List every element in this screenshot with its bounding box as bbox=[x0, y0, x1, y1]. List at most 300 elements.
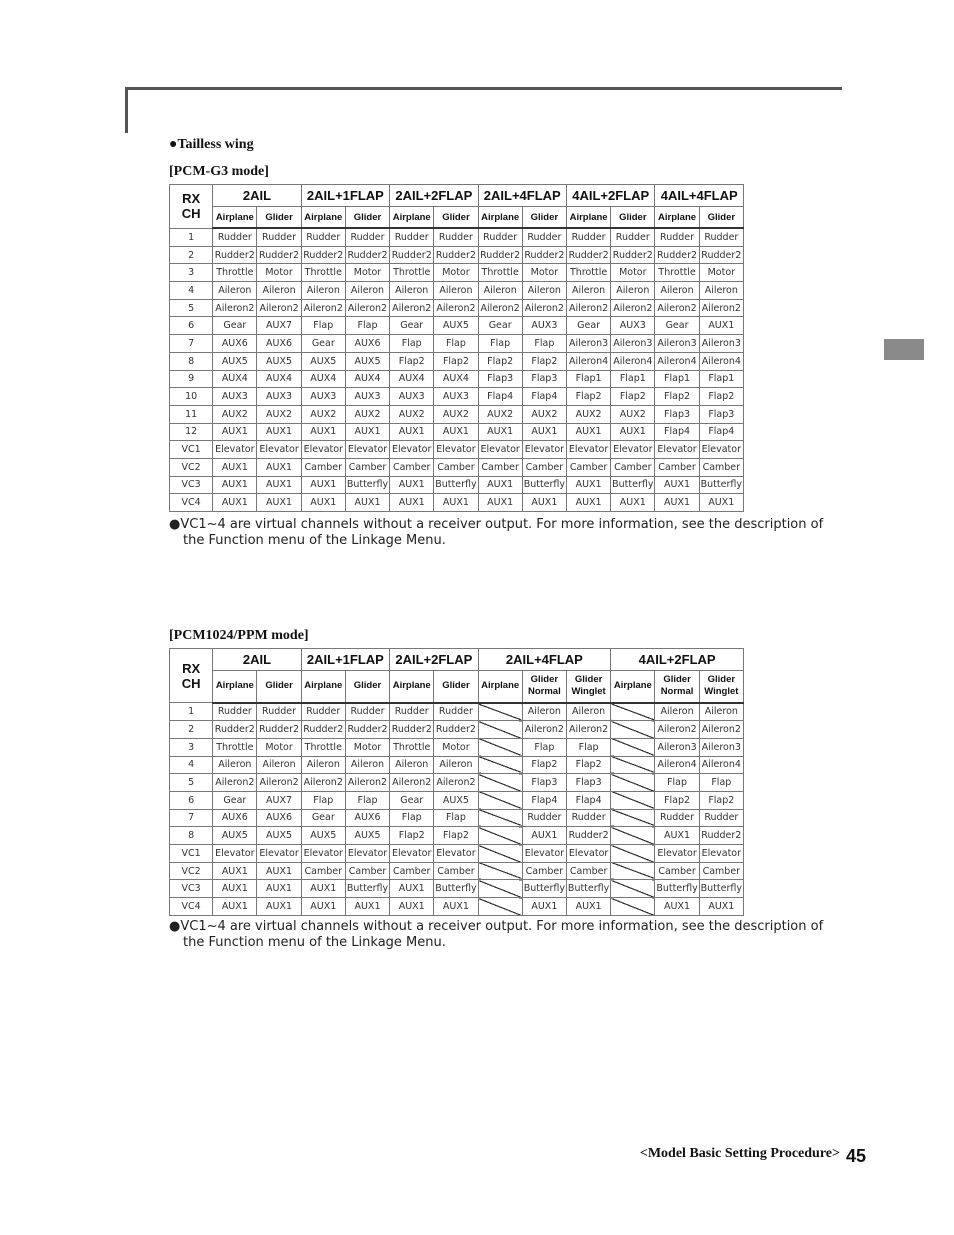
note-line: the Function menu of the Linkage Menu. bbox=[183, 533, 446, 548]
channel-assignment-cell: Flap1 bbox=[611, 370, 655, 388]
table-row bbox=[170, 246, 744, 264]
table-row bbox=[170, 405, 744, 423]
channel-assignment-cell: AUX2 bbox=[301, 405, 345, 423]
not-available-cell bbox=[611, 862, 655, 880]
channel-assignment-cell: Rudder bbox=[522, 809, 566, 827]
channel-assignment-cell: Elevator bbox=[257, 441, 301, 459]
subheader: Glider Normal bbox=[522, 671, 566, 703]
channel-assignment-cell: AUX2 bbox=[257, 405, 301, 423]
not-available-cell bbox=[611, 809, 655, 827]
channel-assignment-cell: Aileron4 bbox=[655, 352, 699, 370]
rx-ch-header: RX CH bbox=[170, 185, 213, 229]
channel-assignment-cell: Rudder2 bbox=[699, 246, 743, 264]
channel-assignment-cell: AUX1 bbox=[213, 423, 257, 441]
channel-assignment-cell: Flap4 bbox=[699, 423, 743, 441]
channel-assignment-cell: Flap bbox=[301, 791, 345, 809]
channel-assignment-cell: AUX1 bbox=[301, 494, 345, 512]
channel-assignment-cell: Motor bbox=[611, 264, 655, 282]
table-row bbox=[170, 228, 744, 246]
channel-assignment-cell: Aileron2 bbox=[566, 299, 610, 317]
channel-assignment-cell: Aileron bbox=[213, 282, 257, 300]
channel-assignment-cell: Aileron bbox=[655, 703, 699, 721]
channel-assignment-cell: Throttle bbox=[390, 264, 434, 282]
channel-assignment-cell: Flap bbox=[345, 791, 389, 809]
channel-assignment-cell: Gear bbox=[301, 809, 345, 827]
channel-assignment-cell: AUX3 bbox=[301, 388, 345, 406]
page-frame-top-rule bbox=[125, 87, 842, 90]
channel-assignment-cell: Flap3 bbox=[566, 774, 610, 792]
channel-number-cell: VC3 bbox=[170, 880, 213, 898]
channel-assignment-cell: Aileron bbox=[699, 703, 743, 721]
channel-assignment-cell: Aileron2 bbox=[390, 774, 434, 792]
channel-assignment-cell: AUX3 bbox=[611, 317, 655, 335]
channel-number-cell: VC1 bbox=[170, 441, 213, 459]
channel-assignment-cell: Elevator bbox=[257, 845, 301, 863]
channel-assignment-cell: Flap bbox=[301, 317, 345, 335]
subheader: Glider bbox=[434, 671, 478, 703]
channel-assignment-cell: Rudder bbox=[434, 703, 478, 721]
channel-assignment-cell: Rudder bbox=[699, 228, 743, 246]
channel-assignment-cell: AUX1 bbox=[390, 494, 434, 512]
channel-assignment-cell: AUX4 bbox=[213, 370, 257, 388]
channel-assignment-cell: AUX4 bbox=[390, 370, 434, 388]
channel-assignment-cell: Elevator bbox=[522, 441, 566, 459]
channel-assignment-cell: Aileron2 bbox=[655, 299, 699, 317]
channel-assignment-cell: Gear bbox=[213, 791, 257, 809]
channel-assignment-cell: AUX3 bbox=[257, 388, 301, 406]
channel-assignment-cell: AUX2 bbox=[345, 405, 389, 423]
channel-assignment-cell: Camber bbox=[611, 458, 655, 476]
channel-assignment-cell: AUX1 bbox=[566, 494, 610, 512]
channel-assignment-cell: AUX1 bbox=[301, 898, 345, 916]
channel-assignment-cell: Aileron bbox=[213, 756, 257, 774]
channel-assignment-cell: Camber bbox=[655, 862, 699, 880]
channel-assignment-cell: Butterfly bbox=[522, 880, 566, 898]
channel-assignment-cell: AUX1 bbox=[478, 476, 522, 494]
channel-assignment-cell: Elevator bbox=[478, 441, 522, 459]
channel-assignment-cell: Camber bbox=[345, 458, 389, 476]
channel-assignment-cell: AUX6 bbox=[213, 335, 257, 353]
channel-assignment-cell: AUX5 bbox=[301, 827, 345, 845]
channel-assignment-cell: Elevator bbox=[655, 845, 699, 863]
footer-section-label: <Model Basic Setting Procedure> bbox=[639, 1146, 840, 1161]
not-available-cell bbox=[478, 756, 522, 774]
channel-assignment-cell: Rudder bbox=[213, 703, 257, 721]
channel-assignment-cell: Flap2 bbox=[611, 388, 655, 406]
channel-assignment-cell: AUX4 bbox=[345, 370, 389, 388]
channel-assignment-cell: Aileron bbox=[390, 756, 434, 774]
channel-assignment-cell: Gear bbox=[566, 317, 610, 335]
channel-assignment-cell: AUX6 bbox=[345, 335, 389, 353]
channel-assignment-cell: Elevator bbox=[655, 441, 699, 459]
channel-assignment-cell: AUX1 bbox=[213, 458, 257, 476]
channel-assignment-cell: AUX1 bbox=[257, 862, 301, 880]
channel-assignment-cell: Aileron4 bbox=[611, 352, 655, 370]
channel-assignment-cell: Rudder bbox=[390, 703, 434, 721]
subheader: Glider bbox=[345, 207, 389, 229]
channel-assignment-cell: Aileron2 bbox=[522, 299, 566, 317]
table1-mode-label: [PCM-G3 mode] bbox=[169, 164, 269, 179]
channel-assignment-cell: Flap4 bbox=[478, 388, 522, 406]
channel-assignment-cell: Rudder2 bbox=[345, 246, 389, 264]
channel-assignment-cell: Flap2 bbox=[390, 827, 434, 845]
channel-assignment-cell: Camber bbox=[301, 458, 345, 476]
group-header: 2AIL+4FLAP bbox=[478, 649, 611, 671]
note-virtual-channels-2 bbox=[169, 919, 849, 951]
not-available-cell bbox=[478, 738, 522, 756]
channel-number-cell: 8 bbox=[170, 352, 213, 370]
channel-assignment-cell: AUX1 bbox=[390, 476, 434, 494]
table-row bbox=[170, 423, 744, 441]
subheader: Airplane bbox=[390, 207, 434, 229]
channel-assignment-cell: Aileron bbox=[390, 282, 434, 300]
group-header: 2AIL+4FLAP bbox=[478, 185, 566, 207]
channel-assignment-cell: Flap1 bbox=[655, 370, 699, 388]
channel-assignment-cell: AUX3 bbox=[522, 317, 566, 335]
not-available-cell bbox=[478, 827, 522, 845]
channel-assignment-cell: Elevator bbox=[522, 845, 566, 863]
channel-assignment-cell: Gear bbox=[655, 317, 699, 335]
channel-assignment-cell: AUX1 bbox=[390, 423, 434, 441]
channel-assignment-cell: Elevator bbox=[699, 441, 743, 459]
channel-assignment-cell: AUX1 bbox=[257, 494, 301, 512]
not-available-cell bbox=[478, 721, 522, 739]
note-line: ●VC1~4 are virtual channels without a receiver output. For more information, see the description of bbox=[169, 517, 824, 532]
subheader: Airplane bbox=[301, 671, 345, 703]
channel-assignment-cell: AUX1 bbox=[213, 880, 257, 898]
subheader: Glider Normal bbox=[655, 671, 699, 703]
channel-assignment-cell: Camber bbox=[566, 458, 610, 476]
not-available-cell bbox=[611, 756, 655, 774]
table-row bbox=[170, 476, 744, 494]
channel-table-pcm1024-ppm bbox=[169, 648, 744, 916]
subheader: Airplane bbox=[390, 671, 434, 703]
channel-assignment-cell: Camber bbox=[699, 862, 743, 880]
channel-assignment-cell: Butterfly bbox=[522, 476, 566, 494]
group-header: 2AIL+2FLAP bbox=[390, 185, 478, 207]
channel-assignment-cell: Throttle bbox=[301, 738, 345, 756]
channel-assignment-cell: Butterfly bbox=[434, 880, 478, 898]
channel-assignment-cell: Camber bbox=[655, 458, 699, 476]
channel-assignment-cell: AUX6 bbox=[213, 809, 257, 827]
channel-assignment-cell: Rudder bbox=[655, 228, 699, 246]
subheader: Glider Winglet bbox=[566, 671, 610, 703]
channel-assignment-cell: AUX5 bbox=[345, 352, 389, 370]
page-number: 45 bbox=[846, 1146, 867, 1166]
channel-assignment-cell: Rudder bbox=[566, 228, 610, 246]
channel-assignment-cell: Aileron2 bbox=[566, 721, 610, 739]
channel-number-cell: 7 bbox=[170, 809, 213, 827]
channel-assignment-cell: Aileron bbox=[611, 282, 655, 300]
channel-assignment-cell: Flap2 bbox=[522, 352, 566, 370]
channel-assignment-cell: Elevator bbox=[434, 845, 478, 863]
table-row bbox=[170, 809, 744, 827]
not-available-cell bbox=[478, 774, 522, 792]
channel-assignment-cell: Aileron bbox=[345, 282, 389, 300]
channel-assignment-cell: Throttle bbox=[655, 264, 699, 282]
table-row bbox=[170, 898, 744, 916]
not-available-cell bbox=[478, 862, 522, 880]
channel-assignment-cell: Butterfly bbox=[699, 880, 743, 898]
channel-assignment-cell: AUX1 bbox=[257, 880, 301, 898]
not-available-cell bbox=[611, 898, 655, 916]
table-row bbox=[170, 352, 744, 370]
channel-assignment-cell: Rudder2 bbox=[566, 827, 610, 845]
table-row bbox=[170, 862, 744, 880]
channel-assignment-cell: Flap2 bbox=[434, 827, 478, 845]
subheader: Glider Winglet bbox=[699, 671, 743, 703]
channel-assignment-cell: Motor bbox=[434, 738, 478, 756]
channel-assignment-cell: AUX1 bbox=[611, 423, 655, 441]
channel-assignment-cell: AUX1 bbox=[699, 494, 743, 512]
channel-number-cell: VC4 bbox=[170, 494, 213, 512]
channel-assignment-cell: Camber bbox=[345, 862, 389, 880]
table-row bbox=[170, 299, 744, 317]
table-row bbox=[170, 845, 744, 863]
channel-assignment-cell: Rudder2 bbox=[434, 721, 478, 739]
channel-assignment-cell: Aileron bbox=[257, 282, 301, 300]
channel-assignment-cell: Throttle bbox=[213, 264, 257, 282]
group-header: 2AIL bbox=[213, 185, 301, 207]
channel-assignment-cell: Elevator bbox=[345, 441, 389, 459]
channel-assignment-cell: Butterfly bbox=[699, 476, 743, 494]
channel-assignment-cell: Butterfly bbox=[345, 880, 389, 898]
channel-number-cell: 6 bbox=[170, 317, 213, 335]
channel-assignment-cell: Aileron2 bbox=[257, 299, 301, 317]
channel-assignment-cell: Motor bbox=[522, 264, 566, 282]
channel-assignment-cell: Flap bbox=[522, 738, 566, 756]
channel-assignment-cell: AUX1 bbox=[699, 317, 743, 335]
channel-assignment-cell: AUX2 bbox=[390, 405, 434, 423]
not-available-cell bbox=[611, 791, 655, 809]
channel-assignment-cell: Flap4 bbox=[655, 423, 699, 441]
channel-assignment-cell: Rudder bbox=[478, 228, 522, 246]
channel-assignment-cell: AUX5 bbox=[257, 352, 301, 370]
channel-assignment-cell: Camber bbox=[699, 458, 743, 476]
table-row bbox=[170, 335, 744, 353]
channel-assignment-cell: Camber bbox=[522, 458, 566, 476]
channel-assignment-cell: Rudder bbox=[655, 809, 699, 827]
channel-assignment-cell: AUX1 bbox=[213, 494, 257, 512]
channel-number-cell: VC1 bbox=[170, 845, 213, 863]
not-available-cell bbox=[478, 845, 522, 863]
channel-assignment-cell: AUX1 bbox=[522, 494, 566, 512]
channel-assignment-cell: Aileron bbox=[345, 756, 389, 774]
channel-assignment-cell: Aileron bbox=[566, 282, 610, 300]
channel-assignment-cell: AUX1 bbox=[301, 880, 345, 898]
section-title: ●Tailless wing bbox=[169, 137, 254, 152]
channel-assignment-cell: Rudder2 bbox=[390, 246, 434, 264]
not-available-cell bbox=[478, 791, 522, 809]
channel-number-cell: 12 bbox=[170, 423, 213, 441]
channel-assignment-cell: Aileron bbox=[301, 756, 345, 774]
channel-assignment-cell: AUX1 bbox=[434, 898, 478, 916]
channel-assignment-cell: AUX1 bbox=[345, 423, 389, 441]
channel-assignment-cell: Rudder2 bbox=[699, 827, 743, 845]
not-available-cell bbox=[611, 721, 655, 739]
channel-assignment-cell: Gear bbox=[390, 791, 434, 809]
not-available-cell bbox=[611, 774, 655, 792]
channel-assignment-cell: Flap3 bbox=[699, 405, 743, 423]
channel-assignment-cell: Aileron bbox=[522, 282, 566, 300]
channel-assignment-cell: AUX1 bbox=[611, 494, 655, 512]
channel-assignment-cell: AUX1 bbox=[345, 494, 389, 512]
channel-assignment-cell: AUX5 bbox=[434, 791, 478, 809]
channel-assignment-cell: Aileron3 bbox=[655, 738, 699, 756]
channel-assignment-cell: AUX1 bbox=[434, 423, 478, 441]
channel-assignment-cell: Aileron3 bbox=[655, 335, 699, 353]
channel-assignment-cell: Aileron2 bbox=[699, 299, 743, 317]
channel-assignment-cell: Elevator bbox=[611, 441, 655, 459]
subheader: Glider bbox=[257, 671, 301, 703]
note-line: ●VC1~4 are virtual channels without a receiver output. For more information, see the description of bbox=[169, 919, 824, 934]
channel-assignment-cell: AUX5 bbox=[345, 827, 389, 845]
channel-assignment-cell: Rudder2 bbox=[611, 246, 655, 264]
table-row bbox=[170, 827, 744, 845]
channel-assignment-cell: AUX2 bbox=[213, 405, 257, 423]
channel-assignment-cell: Elevator bbox=[390, 845, 434, 863]
channel-assignment-cell: Rudder2 bbox=[434, 246, 478, 264]
channel-assignment-cell: Flap2 bbox=[390, 352, 434, 370]
rx-ch-header: RX CH bbox=[170, 649, 213, 703]
channel-assignment-cell: Throttle bbox=[213, 738, 257, 756]
subheader: Airplane bbox=[566, 207, 610, 229]
channel-assignment-cell: Camber bbox=[301, 862, 345, 880]
channel-assignment-cell: Rudder bbox=[213, 228, 257, 246]
channel-number-cell: 5 bbox=[170, 299, 213, 317]
channel-assignment-cell: Rudder bbox=[345, 228, 389, 246]
channel-assignment-cell: AUX1 bbox=[522, 423, 566, 441]
channel-assignment-cell: Aileron2 bbox=[522, 721, 566, 739]
channel-assignment-cell: Flap2 bbox=[478, 352, 522, 370]
channel-assignment-cell: Flap3 bbox=[522, 774, 566, 792]
channel-assignment-cell: Throttle bbox=[301, 264, 345, 282]
group-header: 4AIL+2FLAP bbox=[611, 649, 744, 671]
channel-assignment-cell: AUX2 bbox=[566, 405, 610, 423]
channel-number-cell: 5 bbox=[170, 774, 213, 792]
not-available-cell bbox=[611, 738, 655, 756]
channel-assignment-cell: Aileron3 bbox=[699, 738, 743, 756]
channel-assignment-cell: Motor bbox=[257, 264, 301, 282]
channel-assignment-cell: Butterfly bbox=[566, 880, 610, 898]
channel-assignment-cell: Butterfly bbox=[434, 476, 478, 494]
table-row bbox=[170, 282, 744, 300]
table2-body bbox=[170, 703, 744, 916]
channel-assignment-cell: Flap bbox=[390, 809, 434, 827]
channel-assignment-cell: Rudder bbox=[345, 703, 389, 721]
channel-assignment-cell: AUX1 bbox=[390, 880, 434, 898]
channel-assignment-cell: Rudder bbox=[390, 228, 434, 246]
channel-assignment-cell: Aileron bbox=[434, 282, 478, 300]
channel-assignment-cell: Aileron4 bbox=[699, 756, 743, 774]
channel-number-cell: VC2 bbox=[170, 862, 213, 880]
channel-assignment-cell: AUX1 bbox=[522, 898, 566, 916]
table-row bbox=[170, 370, 744, 388]
channel-assignment-cell: Aileron bbox=[434, 756, 478, 774]
subheader: Glider bbox=[611, 207, 655, 229]
channel-assignment-cell: Rudder2 bbox=[522, 246, 566, 264]
channel-assignment-cell: Aileron2 bbox=[478, 299, 522, 317]
channel-assignment-cell: Rudder2 bbox=[257, 721, 301, 739]
channel-assignment-cell: AUX1 bbox=[257, 458, 301, 476]
channel-assignment-cell: Motor bbox=[434, 264, 478, 282]
channel-assignment-cell: Camber bbox=[434, 862, 478, 880]
channel-assignment-cell: Motor bbox=[257, 738, 301, 756]
channel-number-cell: 1 bbox=[170, 703, 213, 721]
channel-assignment-cell: AUX7 bbox=[257, 317, 301, 335]
subheader: Airplane bbox=[301, 207, 345, 229]
channel-assignment-cell: AUX1 bbox=[390, 898, 434, 916]
channel-assignment-cell: Aileron bbox=[699, 282, 743, 300]
page-frame-left-rule bbox=[125, 87, 128, 133]
not-available-cell bbox=[478, 809, 522, 827]
channel-assignment-cell: Aileron2 bbox=[301, 774, 345, 792]
channel-assignment-cell: Aileron2 bbox=[213, 774, 257, 792]
channel-assignment-cell: Flap2 bbox=[566, 756, 610, 774]
channel-assignment-cell: Aileron3 bbox=[699, 335, 743, 353]
table1-body bbox=[170, 228, 744, 512]
channel-assignment-cell: Aileron4 bbox=[566, 352, 610, 370]
channel-assignment-cell: Flap3 bbox=[522, 370, 566, 388]
channel-assignment-cell: Aileron bbox=[478, 282, 522, 300]
channel-assignment-cell: AUX1 bbox=[257, 423, 301, 441]
channel-assignment-cell: AUX1 bbox=[566, 423, 610, 441]
not-available-cell bbox=[478, 898, 522, 916]
channel-assignment-cell: AUX1 bbox=[699, 898, 743, 916]
channel-assignment-cell: Aileron4 bbox=[699, 352, 743, 370]
table-row bbox=[170, 458, 744, 476]
channel-assignment-cell: Flap2 bbox=[699, 791, 743, 809]
channel-assignment-cell: Rudder2 bbox=[345, 721, 389, 739]
channel-assignment-cell: Flap2 bbox=[655, 791, 699, 809]
channel-assignment-cell: Elevator bbox=[390, 441, 434, 459]
channel-assignment-cell: Rudder bbox=[611, 228, 655, 246]
channel-assignment-cell: AUX2 bbox=[611, 405, 655, 423]
not-available-cell bbox=[478, 880, 522, 898]
channel-assignment-cell: Camber bbox=[434, 458, 478, 476]
channel-assignment-cell: AUX5 bbox=[257, 827, 301, 845]
channel-assignment-cell: Aileron3 bbox=[566, 335, 610, 353]
channel-assignment-cell: Flap3 bbox=[478, 370, 522, 388]
channel-assignment-cell: AUX1 bbox=[213, 862, 257, 880]
channel-assignment-cell: AUX1 bbox=[257, 898, 301, 916]
channel-assignment-cell: AUX1 bbox=[301, 423, 345, 441]
table-row bbox=[170, 494, 744, 512]
channel-assignment-cell: AUX3 bbox=[213, 388, 257, 406]
channel-assignment-cell: Throttle bbox=[478, 264, 522, 282]
channel-assignment-cell: Gear bbox=[301, 335, 345, 353]
subheader: Glider bbox=[522, 207, 566, 229]
channel-assignment-cell: Rudder bbox=[522, 228, 566, 246]
channel-assignment-cell: Flap bbox=[655, 774, 699, 792]
channel-assignment-cell: Elevator bbox=[213, 845, 257, 863]
channel-assignment-cell: AUX1 bbox=[655, 494, 699, 512]
channel-assignment-cell: Aileron bbox=[566, 703, 610, 721]
channel-assignment-cell: Motor bbox=[699, 264, 743, 282]
channel-number-cell: 4 bbox=[170, 282, 213, 300]
table-row bbox=[170, 441, 744, 459]
channel-assignment-cell: Throttle bbox=[566, 264, 610, 282]
subheader: Airplane bbox=[213, 671, 257, 703]
channel-table-pcm-g3 bbox=[169, 184, 744, 512]
channel-assignment-cell: AUX1 bbox=[522, 827, 566, 845]
subheader: Glider bbox=[257, 207, 301, 229]
channel-assignment-cell: AUX1 bbox=[257, 476, 301, 494]
channel-assignment-cell: Rudder2 bbox=[655, 246, 699, 264]
channel-assignment-cell: Butterfly bbox=[655, 880, 699, 898]
group-header: 4AIL+4FLAP bbox=[655, 185, 744, 207]
table-row bbox=[170, 880, 744, 898]
